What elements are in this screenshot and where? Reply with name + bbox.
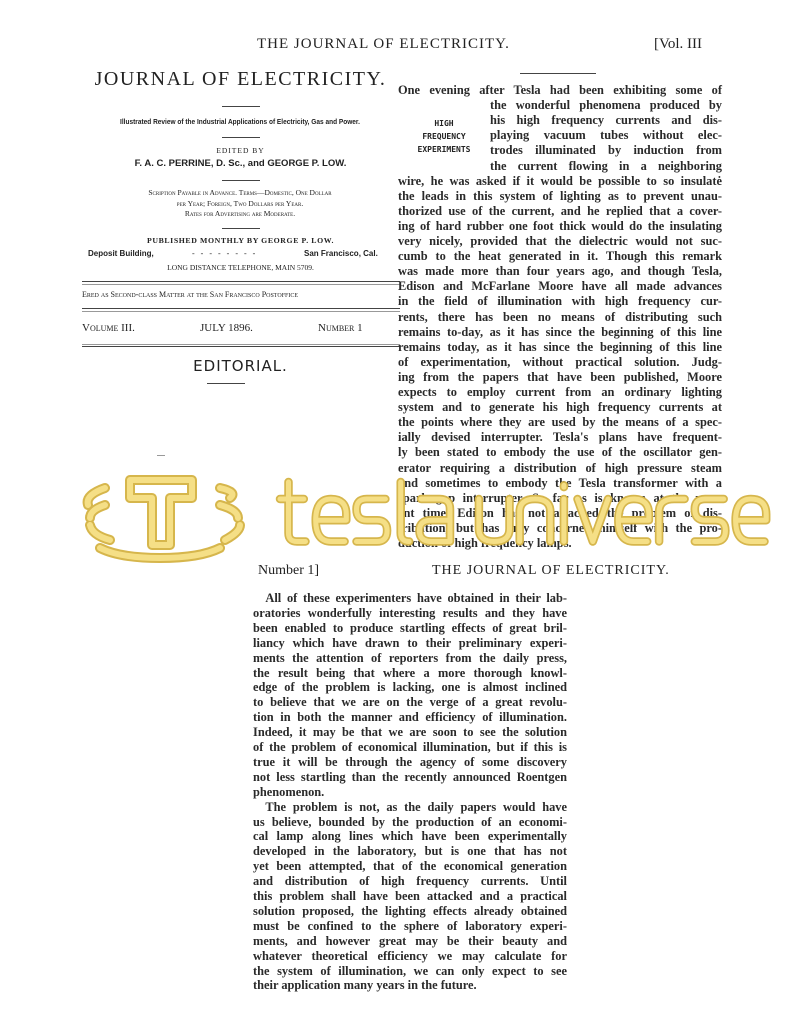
double-rule [82, 344, 400, 345]
text-line: his high frequency currents and dis- [490, 113, 722, 128]
watermark-letter-shape [736, 499, 767, 542]
double-rule [82, 346, 400, 347]
text-line: remains to-day, as it has since the beginning of this line [398, 324, 722, 339]
text-line: oratories wonderfully interesting results and they have [253, 605, 567, 620]
divider [207, 383, 245, 384]
publisher: PUBLISHED MONTHLY BY GEORGE P. LOW. [146, 236, 334, 245]
page-label: Number 1] [258, 563, 320, 578]
masthead-title: JOURNAL OF ELECTRICITY. [94, 68, 387, 90]
text-line: playing vacuum tubes without elec- [490, 128, 722, 143]
watermark-letter-shape [280, 482, 306, 542]
watermark-letter-shape [316, 499, 347, 542]
issue-date: JULY 1896. [200, 322, 253, 334]
side-heading-line: FREQUENCY [422, 132, 466, 141]
text-line: thorized use of the current, and he replied that a cover- [398, 203, 722, 218]
address-right: San Francisco, Cal. [304, 249, 378, 258]
text-line: been enabled to produce startling effects of great bril- [253, 620, 567, 635]
double-rule [82, 311, 400, 312]
divider [222, 137, 260, 138]
side-heading-line: HIGH [434, 119, 454, 128]
text-line: ing from the papers that have been published, Moore [398, 369, 722, 384]
text-line: the system of illumination, we can only expect to see [253, 963, 567, 978]
text-line: ly been stated to embody the use of the oscillator gen- [398, 445, 722, 460]
text-line: solution proposed, the lighting effects already obtained [253, 903, 567, 918]
text-line: of experimentation, without practical solution. Judg- [398, 354, 722, 369]
text-line: Edison and McFarlane Moore have all made advances [398, 279, 722, 294]
edited-by: EDITED BY [216, 146, 265, 155]
text-line: true it will be through the agency of some discovery [253, 754, 567, 769]
entered-notice: Ered as Second-class Matter at the San Francisco Postoffice [82, 290, 299, 299]
text-line: ments, and however great may be their beauty and [253, 933, 567, 948]
text-line: ially devised interrupter. Tesla's plans have frequent- [398, 430, 722, 445]
text-line: the result being that where a more thorough knowl- [253, 665, 567, 680]
subscription-line: Scription Payable in Advance. Terms—Domestic, One Dollar [148, 188, 332, 197]
text-line: whatever theoretical efficiency we may calculate for [253, 948, 567, 963]
text-line: cal lamp along lines which have been experimentally [253, 829, 567, 844]
telephone: LONG DISTANCE TELEPHONE, MAIN 5709. [167, 263, 314, 272]
text-line: edge of the problem is lacking, one is almost inclined [253, 680, 567, 695]
text-line: duction of high frequency lamps. [398, 536, 572, 550]
double-rule [82, 308, 400, 309]
text-line: rents, there has been no means of distributing such [398, 309, 722, 324]
text-line: Indeed, it may be that we are soon to see the solution [253, 725, 567, 740]
volume-tag: [Vol. III [654, 36, 703, 52]
stray-mark [157, 455, 165, 456]
text-line: wire, he was asked if it would be possible to so insulatė [398, 173, 722, 188]
divider [222, 106, 260, 107]
text-line: developed in the laboratory, but is one that has not [253, 844, 567, 859]
text-line: the leads in this system of lighting as to prevent unau- [398, 188, 722, 203]
subscription-line: per Year; Foreign, Two Dollars per Year. [176, 199, 304, 208]
issue-number: Number 1 [318, 322, 363, 334]
text-line: phenomenon. [253, 784, 325, 799]
watermark-letter-shape [357, 499, 388, 542]
text-line: ing of hard rubber one foot thick would do the insulating [398, 218, 722, 233]
text-line: this problem shall have been attacked and a practical [253, 889, 567, 903]
section-title: EDITORIAL. [193, 357, 288, 375]
text-line: in the field of illumination with high frequency cur- [398, 294, 722, 309]
running-head: THE JOURNAL OF ELECTRICITY. [257, 36, 510, 52]
text-line: liancy which have drawn to their preliminary experi- [253, 635, 567, 650]
text-line: trodes illuminated by induction from [490, 143, 722, 158]
watermark-letter-shape [736, 499, 767, 542]
text-line: tion in both the manner and efficiency of illumination. [253, 710, 567, 725]
text-line: the points where they are used by the means of a spec- [398, 415, 722, 430]
text-line: remains today, as it has since the beginning of this line [398, 339, 722, 354]
text-line: their application many years in the future. [253, 978, 477, 993]
text-line: system and to generate his high frequency currents at [398, 400, 722, 415]
text-line: ments the attention of reporters from the daily press, [253, 650, 567, 665]
divider [222, 228, 260, 229]
text-line: yet been attempted, that of the economical generation [253, 859, 567, 874]
text-line: not less startling than the recently announced Roentgen [253, 769, 567, 784]
text-line: and distribution of high frequency currents. Until [253, 874, 567, 889]
text-line: cumb to the heat generated in it. Though this remark [398, 249, 722, 264]
text-line: very nicely, provided that the dielectric would not suc- [398, 234, 722, 248]
running-head: THE JOURNAL OF ELECTRICITY. [432, 563, 670, 578]
text-line: All of these experimenters have obtained in their lab- [253, 591, 567, 605]
masthead-subtitle: Illustrated Review of the Industrial Applications of Electricity, Gas and Power. [120, 117, 360, 126]
text-line: spark gap interrupter. So far as is known at the pres- [398, 490, 722, 505]
text-line: ent time, Edison has not attacked the problem of dis- [398, 505, 722, 520]
watermark-letter-shape [280, 482, 306, 542]
text-line: must be confined to the sphere of laboratory experi- [253, 918, 567, 933]
text-line: tribution, but has only concerned himself with the pro- [398, 520, 722, 535]
text-line: of the problem of economical illumination, but if this is [253, 740, 567, 754]
text-line: and sometimes to embody the Tesla transformer with a [398, 475, 722, 490]
column-rule [520, 73, 596, 74]
subscription-line: Rates for Advertising are Moderate. [184, 209, 296, 218]
tesla-universe-logo-icon [88, 480, 240, 558]
text-line: One evening after Tesla had been exhibiting some of [398, 83, 722, 97]
double-rule [82, 284, 400, 285]
text-line: was made more than four years ago, and though Tesla, [398, 264, 722, 279]
text-line: erator requiring a distribution of high pressure steam [398, 460, 722, 475]
text-line: the wonderful phenomena produced by [490, 98, 722, 113]
text-line: to believe that we are on the verge of a great revolu- [253, 695, 567, 710]
text-line: the current flowing in a neighboring [490, 158, 722, 173]
side-heading-line: EXPERIMENTS [417, 145, 471, 154]
double-rule [82, 281, 400, 282]
address-left: Deposit Building, [88, 249, 154, 258]
text-line: us believe, bounded by the production of an economi- [253, 814, 567, 829]
watermark-letter-shape [316, 499, 347, 542]
address-dots: - - - - - - - - [192, 249, 258, 258]
divider [222, 180, 260, 181]
watermark-letter-shape [357, 499, 388, 542]
editors: F. A. C. PERRINE, D. Sc., and GEORGE P. LOW. [134, 158, 347, 169]
text-line: The problem is not, as the daily papers would have [253, 799, 567, 814]
volume: Volume III. [82, 322, 135, 334]
text-line: expects to employ current from an ordinary lighting [398, 385, 722, 399]
